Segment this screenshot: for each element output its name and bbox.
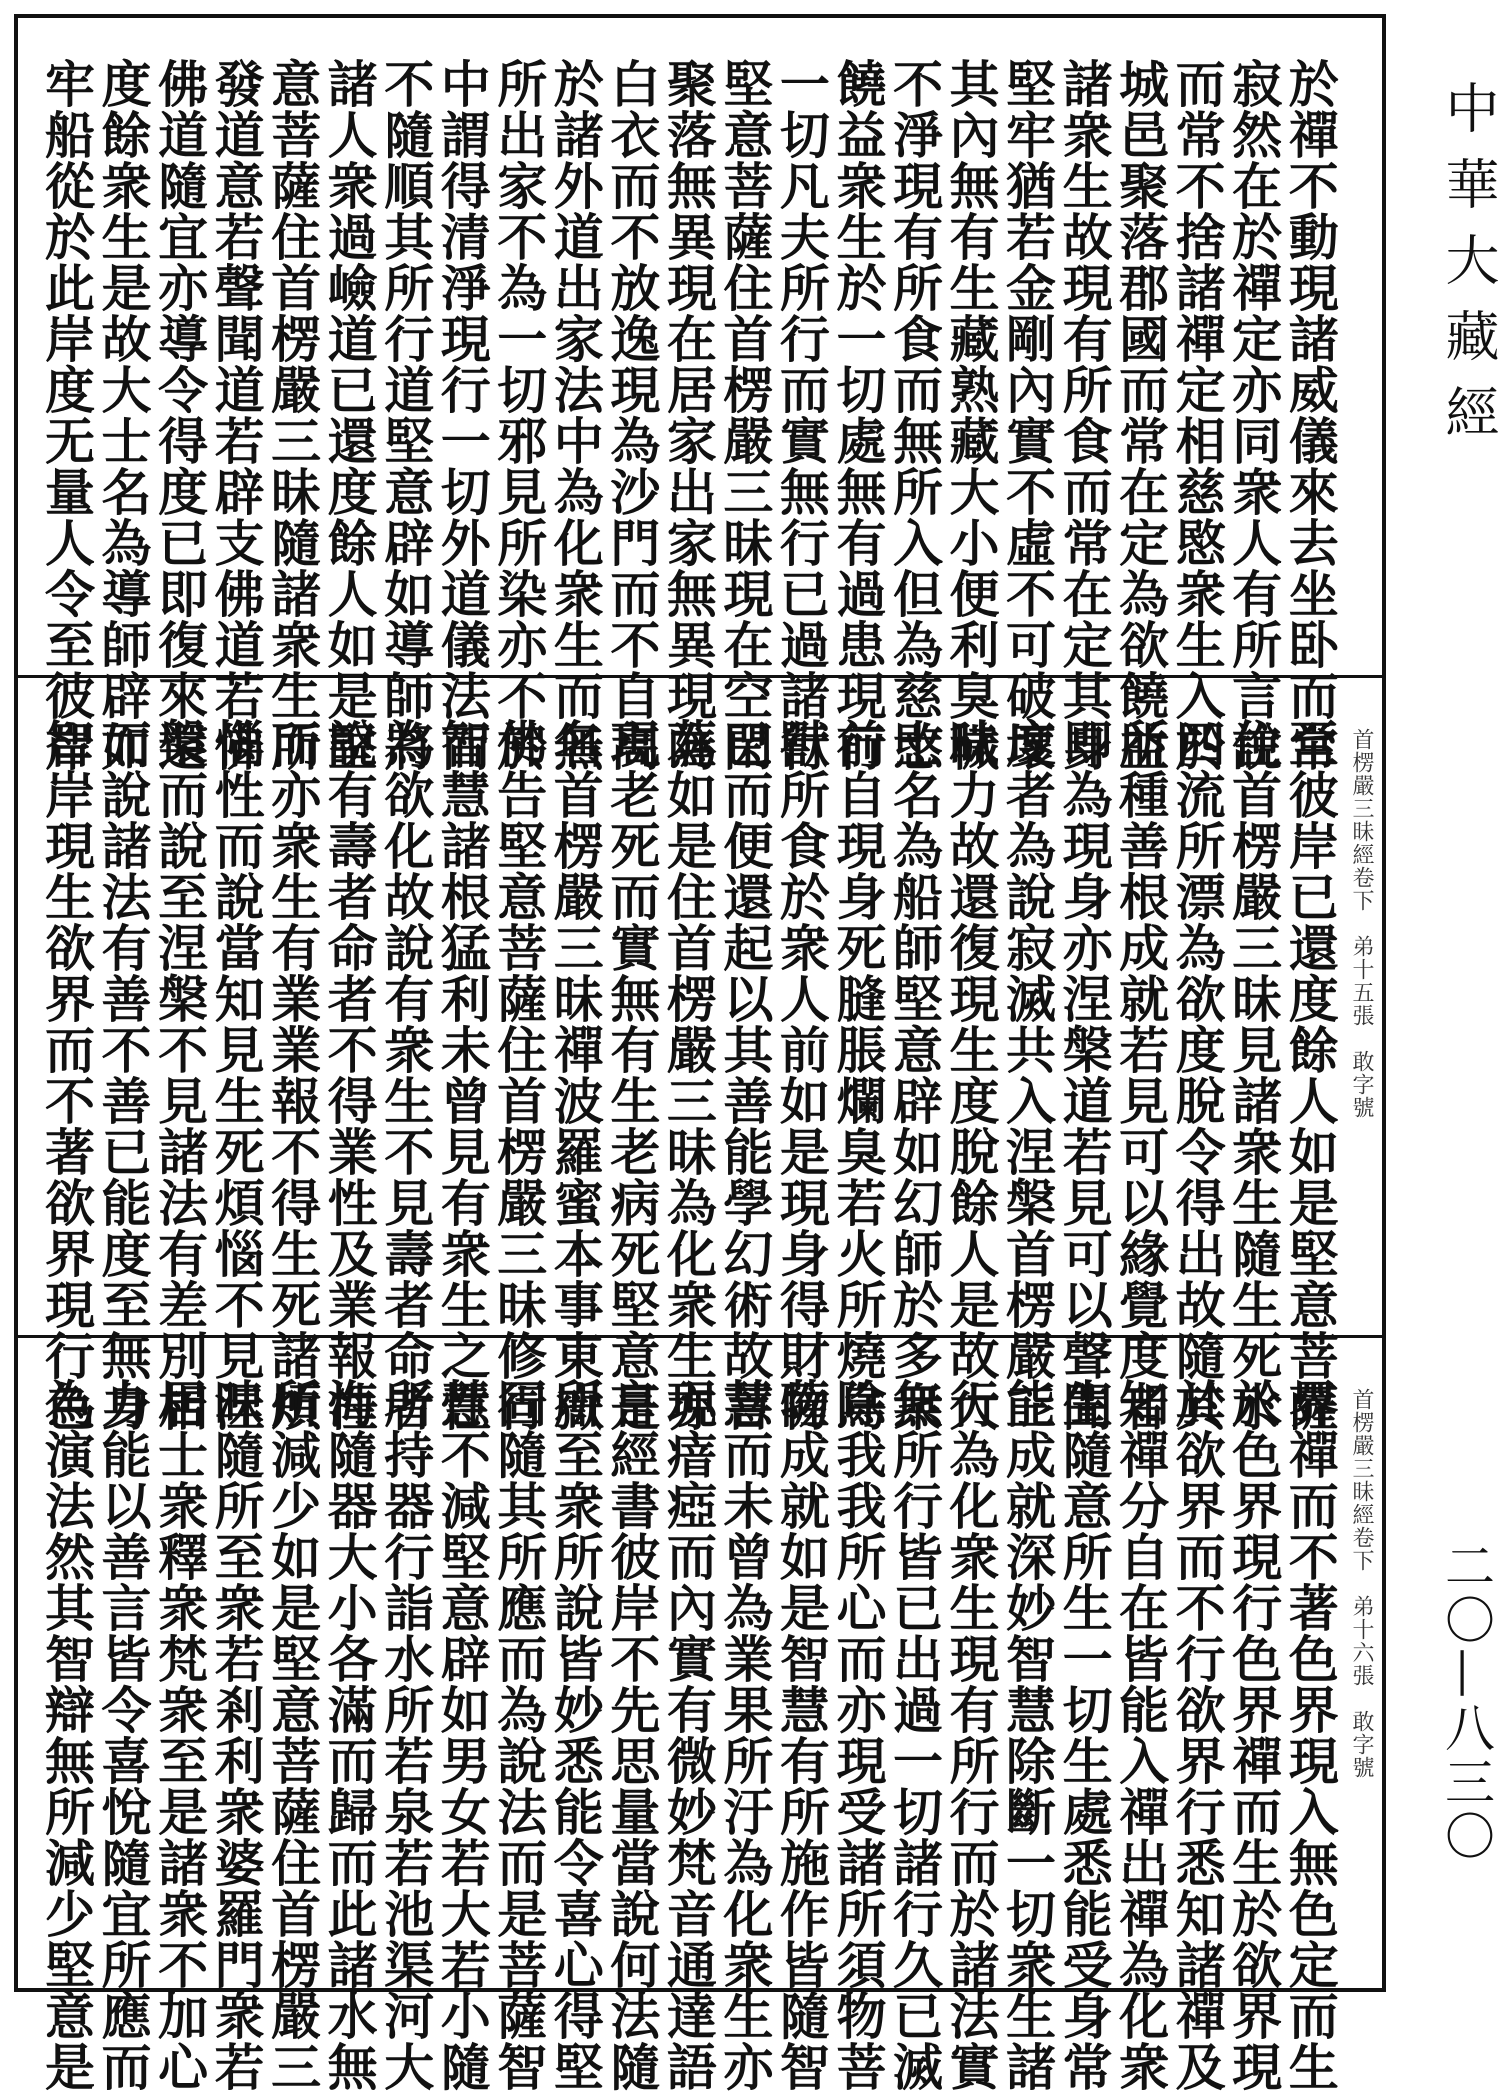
text-column: 度者為說寂滅共入涅槃首楞嚴三 [998,718,1058,1432]
text-column: 界禪而不著色界現入無色定而生 [1280,1378,1340,2092]
text-column: 前自現身死膖脹爛臭若火所燒鳥 [828,718,888,1432]
page-number: 二〇—八三〇 [1437,1540,1495,1864]
text-column: 所持器行詣水所若泉若池渠河大 [376,1378,436,2092]
text-column: 獸所食於衆人前如是現身得財物 [771,718,831,1432]
text-column: 力能以善言皆令喜悅隨宜所應而 [93,1378,153,2092]
text-column: 於欲界而不行欲界行悉知諸禪及 [1167,1378,1227,2092]
text-column: 昧隨所至衆若剎利衆婆羅門衆若 [206,1378,266,2092]
text-column: 居士衆釋衆梵衆至是諸衆不加心 [150,1378,210,2092]
text-column: 慧而未曾為業果所汙為化衆生亦 [715,1378,775,2092]
text-column: 慧不減堅意辟如男女若大若小隨 [432,1378,492,2092]
text-column: 即為現身亦涅槃道若見可以聲聞 [1054,718,1114,1432]
text-column: 槃而說至涅槃不見諸法有差別相 [150,718,210,1432]
text-column: 言經書彼岸不先思量當說何法隨 [602,1378,662,2092]
register-middle [18,678,1382,1432]
text-column: 至彼岸已還度餘人如是堅意菩薩 [1280,718,1340,1432]
text-column: 意菩薩住首楞嚴三昧隨諸衆生所 [263,58,323,772]
text-column: 於諸外道出家法中為化衆生而無 [545,58,605,772]
register-bottom [18,1338,1382,2092]
text-column: 說有壽者命者不得業性及業報性 [319,718,379,1432]
text-column: 惱性而說當知見生死煩惱不見涅 [206,718,266,1432]
text-column: 為演法然其智辯無所減少堅意是 [37,1378,96,2092]
text-column: 海隨器大小各滿而歸而此諸水無 [319,1378,379,2092]
text-column: 於色界現行色界禪而生於欲界現 [1224,1378,1284,2092]
text-column: 已而便還起以其善能學幻術故菩 [715,718,775,1432]
text-column: 所至衆所說皆妙悉能令喜心得堅 [545,1378,605,2092]
text-column: 堅意菩薩住首楞嚴三昧現在空閑 [715,58,775,772]
text-column: 不隨順其所行道堅意辟如導師將 [376,58,436,772]
text-column: 一切凡夫所行而實無行已過諸行 [771,58,831,772]
text-column: 智岸現生欲界而不著欲界現行色 [37,718,96,1432]
text-column: 智慧諸根猛利未曾見有衆生之性 [432,718,492,1432]
text-column: 堅牢猶若金剛內實不虛不可破壞 [998,58,1058,772]
edition-title: 中華大藏經 [1437,80,1500,460]
text-block [37,58,1340,772]
text-column: 現老死而實無有生老病死堅意是 [602,718,662,1432]
margin-note: 首楞嚴三昧經卷下 弟十六張 敢字號 [1349,1388,1374,1779]
text-column: 而亦衆生有業業報不得生死諸煩 [263,718,323,1432]
text-column: 而常不捨諸禪定相慈愍衆生入於 [1167,58,1227,772]
register-top [18,18,1382,772]
text-column: 薩成就如是智慧有所施作皆隨智 [771,1378,831,2092]
text-column: 昧力故還復現生度脫餘人是故大 [941,718,1001,1432]
text-column: 知禪分自在皆能入禪出禪為化衆 [1111,1378,1171,2092]
text-column: 為欲化故說有衆生不見壽者命者 [376,718,436,1432]
text-column: 住首楞嚴三昧見諸衆生隨生死水 [1224,718,1284,1432]
text-column: 寂然在於禪定亦同衆人有所言說 [1224,58,1284,772]
text-column: 其內無有生藏熟藏大小便利臭穢 [941,58,1001,772]
text-column: 不淨現有所食而無所入但為慈愍 [884,58,944,772]
text-column: 於禪不動現諸威儀來去坐卧而常 [1280,58,1340,772]
text-column: 發道意若聲聞道若辟支佛道若佛 [206,58,266,772]
text-column: 聚落無異現在居家出家無異現為 [658,58,718,772]
text-column: 固隨其所應而為說法而是菩薩智 [489,1378,549,2092]
text-column: 中謂得清淨現行一切外道儀法而 [432,58,492,772]
text-column: 士名為船師堅意辟如幻師於多衆 [884,718,944,1432]
margin-note: 首楞嚴三昧經卷下 弟十五張 敢字號 [1349,728,1374,1119]
text-column: 諸衆生故現有所食而常在定其身 [1054,58,1114,772]
text-column: 諸人衆過嶮道已還度餘人如是堅 [319,58,379,772]
text-column: 所出家不為一切邪見所染亦不於 [489,58,549,772]
text-column: 現瘖瘂而內實有微妙梵音通達語 [658,1378,718,2092]
text-column: 薩如是住首楞嚴三昧為化衆生亦 [658,718,718,1432]
text-column: 所減少如是堅意菩薩住首楞嚴三 [263,1378,323,2092]
text-column: 度餘衆生是故大士名為導師辟如 [93,58,153,772]
text-block [37,718,1340,1432]
text-column: 白衣而不放逸現為沙門而不自高 [602,58,662,772]
text-column: 名首楞嚴三昧禪波羅蜜本事東嶽 [545,718,605,1432]
text-column: 佛告堅意菩薩住首楞嚴三昧修行 [489,718,549,1432]
text-column: 佛道隨宜亦導令得度已即復來還 [150,58,210,772]
text-column: 生隨意所生一切生處悉能受身常 [1054,1378,1114,2092]
text-column: 所種善根成就若見可以緣覺度者 [1111,718,1171,1432]
text-column: 牢船從於此岸度无量人令至彼岸 [37,58,96,772]
text-column: 饒益衆生於一切處無有過患現行 [828,58,888,772]
text-column: 能成就深妙智慧除斷一切衆生諸 [998,1378,1058,2092]
text-column: 無所行皆已出過一切諸行久已滅 [884,1378,944,2092]
text-block [37,1378,1340,2092]
text-column: 而說諸法有善不善已能度至無身 [93,718,153,1432]
text-column: 行為化衆生現有所行而於諸法實 [941,1378,1001,2092]
page-frame [14,14,1386,2092]
text-column: 四流所漂為欲度脫令得出故隨其 [1167,718,1227,1432]
text-column: 城邑聚落郡國而常在定為欲饒益 [1111,58,1171,772]
text-column: 除我我所心而亦現受諸所須物菩 [828,1378,888,2092]
